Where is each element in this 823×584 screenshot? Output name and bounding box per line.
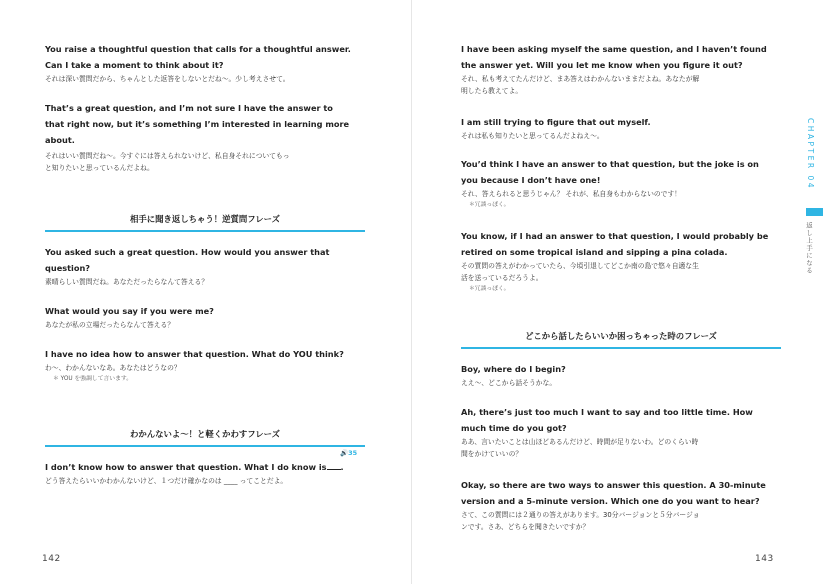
- japanese-translation: ああ、言いたいことは山ほどあるんだけど、時間が足りないわ。どのくらい時: [461, 438, 699, 446]
- english-phrase: you because I don’t have one!: [461, 175, 601, 185]
- phrase-entry: [461, 361, 796, 389]
- phrase-entry: [461, 41, 796, 97]
- english-phrase: question?: [45, 263, 91, 273]
- japanese-translation: と知りたいと思っているんだよね。: [45, 164, 154, 172]
- english-phrase: You raise a thoughtful question that calls for a thoughtful answer.: [45, 44, 351, 54]
- phrase-entry: [45, 41, 385, 85]
- english-phrase-end: .: [340, 462, 344, 472]
- phrase-entry: [45, 303, 385, 331]
- phrase-entry: [45, 100, 385, 174]
- japanese-translation: それは私も知りたいと思ってるんだよねえ〜。: [461, 132, 604, 140]
- english-phrase: Okay, so there are two ways to answer this question. A 30-minute: [461, 480, 766, 490]
- japanese-translation: わ〜、わかんないなあ。あなたはどうなの？: [45, 364, 181, 372]
- english-phrase: That’s a great question, and I’m not sure I have the answer to: [45, 103, 333, 113]
- english-phrase: that right now, but it’s something I’m interested in learning more: [45, 119, 350, 129]
- audio-track-number: 35: [348, 449, 358, 457]
- japanese-translation: 活を送っているだろうよ。: [461, 274, 543, 282]
- english-phrase: I am still trying to figure that out myself.: [461, 117, 651, 127]
- english-phrase: [45, 459, 385, 475]
- japanese-translation: ええ〜、どこから話そうかな。: [461, 379, 557, 387]
- english-phrase: Boy, where do I begin?: [461, 364, 566, 374]
- english-phrase: Ah, there’s just too much I want to say and too little time. How: [461, 407, 753, 417]
- section-rule: [461, 347, 781, 349]
- japanese-translation: 明したら教えてよ。: [461, 87, 523, 95]
- english-phrase: You’d think I have an answer to that question, but the joke is on: [461, 159, 759, 169]
- chapter-marker-bar: [806, 208, 823, 216]
- chapter-label: CHAPTER 04: [806, 118, 815, 190]
- japanese-translation: あなたが私の立場だったらなんて答える？: [45, 321, 175, 329]
- english-phrase: You asked such a great question. How would you answer that: [45, 247, 330, 257]
- japanese-translation: どう答えたらいいかわかんないけど、１つだけ確かなのは ____ ってことだよ。: [45, 477, 288, 485]
- phrase-entry: [45, 244, 385, 288]
- japanese-translation: さて、この質問には２通りの答えがあります。30分バージョンと５分バージョ: [461, 511, 700, 519]
- phrase-entry: [45, 346, 385, 384]
- japanese-translation: それ、私も考えてたんだけど、まあ答えはわかんないままだよね。あなたが解: [461, 75, 700, 83]
- japanese-translation: それは深い質問だから、ちゃんとした返答をしないとだね〜。少し考えさせて。: [45, 75, 290, 83]
- japanese-translation: それ、答えられると思うじゃん？ それが、私自身もわからないのです！: [461, 190, 682, 198]
- english-phrase: I have been asking myself the same question, and I haven’t found: [461, 44, 767, 54]
- english-phrase: What would you say if you were me?: [45, 306, 214, 316]
- english-phrase-text: I don’t know how to answer that question. What I do know is: [45, 462, 327, 472]
- usage-note: ＊ YOU を強調して言います。: [53, 376, 133, 382]
- page-number: 142: [42, 554, 61, 564]
- speaker-icon: 🔊: [340, 449, 349, 457]
- phrase-entry: [45, 459, 385, 487]
- phrase-entry: [461, 228, 796, 294]
- phrase-entry: [461, 114, 796, 142]
- japanese-translation: 素晴らしい質問だね。あなただったらなんて答える？: [45, 278, 209, 286]
- section-heading: どこから話したらいいか困っちゃった時のフレーズ: [525, 331, 717, 341]
- english-phrase: I have no idea how to answer that question. What do YOU think?: [45, 349, 344, 359]
- usage-note: ＊冗談っぽく。: [469, 286, 510, 292]
- japanese-translation: その質問の答えがわかっていたら、今頃引退してどこか南の島で悠々自適な生: [461, 262, 699, 270]
- english-phrase: version and a 5-minute version. Which one do you want to hear?: [461, 496, 760, 506]
- usage-note: ＊冗談っぽく。: [469, 202, 510, 208]
- phrase-entry: [461, 477, 796, 533]
- english-phrase: much time do you got?: [461, 423, 567, 433]
- english-phrase: retired on some tropical island and sipping a pina colada.: [461, 247, 728, 257]
- section-rule: [45, 445, 365, 447]
- chapter-title: 返し上手になる: [805, 222, 813, 275]
- japanese-translation: それはいい質問だね〜。今すぐには答えられないけど、私自身それについてもっ: [45, 152, 290, 160]
- fill-in-blank: [327, 469, 341, 470]
- left-page: [0, 0, 411, 584]
- phrase-entry: [461, 404, 796, 460]
- section-heading: 相手に聞き返しちゃう！逆質問フレーズ: [130, 214, 280, 224]
- page-number: 143: [755, 554, 774, 564]
- right-page: [412, 0, 823, 584]
- english-phrase: You know, if I had an answer to that question, I would probably be: [461, 231, 769, 241]
- english-phrase: Can I take a moment to think about it?: [45, 60, 224, 70]
- japanese-translation: ンです。さあ、どちらを聞きたいですか？: [461, 523, 590, 531]
- phrase-entry: [461, 156, 796, 210]
- english-phrase: about.: [45, 135, 75, 145]
- japanese-translation: 間をかけていいの？: [461, 450, 523, 458]
- english-phrase: the answer yet. Will you let me know when you figure it out?: [461, 60, 743, 70]
- section-heading: わかんないよ〜！と軽くかわすフレーズ: [130, 429, 280, 439]
- section-rule: [45, 230, 365, 232]
- audio-track-badge: [340, 449, 357, 457]
